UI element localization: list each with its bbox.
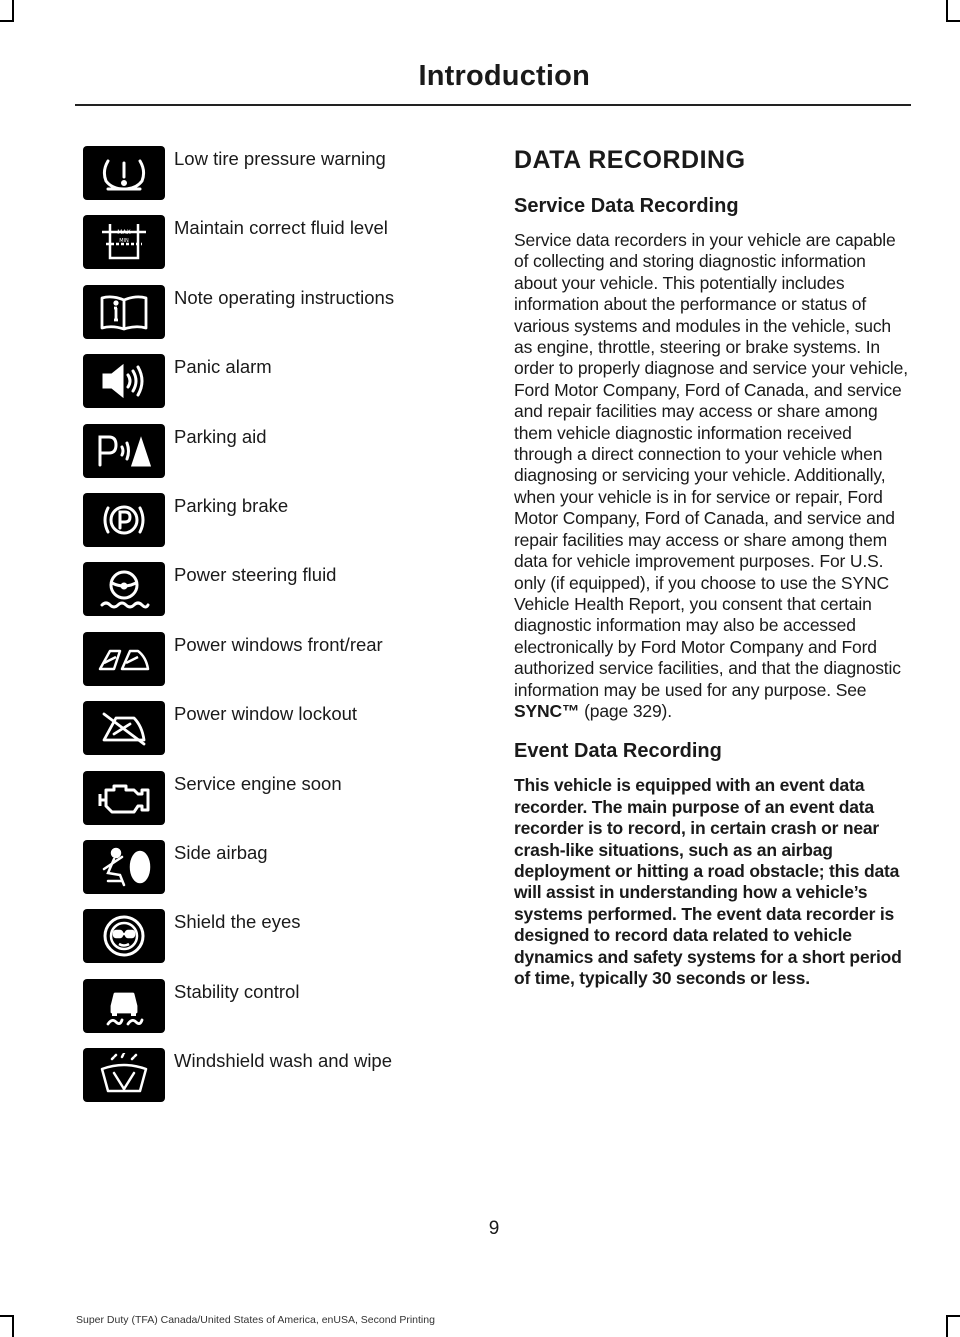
symbol-list — [83, 146, 443, 1117]
event-data-paragraph: This vehicle is equipped with an event data recorder. The main purpose of an event data recorder is to record, in certain crash or near crash-like situations, such as an airbag deployment or hitting a road obstacle; this data will assist in understanding how a vehicle’s systems performed. The event data recorder is designed to record data related to vehicle dynamics and safety systems for a short period of time, typically 30 seconds or less. — [514, 775, 902, 988]
symbol-label: Side airbag — [174, 841, 268, 863]
symbol-label: Low tire pressure warning — [174, 148, 386, 169]
symbol-label: Shield the eyes — [174, 911, 301, 933]
symbol-row — [83, 146, 443, 215]
speaker-icon — [83, 354, 165, 408]
symbol-row — [83, 215, 443, 284]
see-suffix: (page 329). — [584, 700, 672, 721]
service-data-paragraph — [514, 230, 908, 722]
section-heading: DATA RECORDING — [514, 146, 746, 174]
stability-control-icon — [83, 979, 165, 1033]
crop-mark — [12, 0, 14, 22]
symbol-row — [83, 771, 443, 840]
symbol-row — [83, 632, 443, 701]
symbol-row — [83, 424, 443, 493]
eye-protection-icon — [83, 909, 165, 963]
footer-text: Super Duty (TFA) Canada/United States of America, enUSA, Second Printing — [76, 1314, 435, 1326]
symbol-row — [83, 979, 443, 1048]
symbol-row — [83, 493, 443, 562]
symbol-row — [83, 840, 443, 909]
symbol-row — [83, 1048, 443, 1117]
symbol-row — [83, 562, 443, 631]
event-data-heading: Event Data Recording — [514, 740, 722, 763]
crop-mark — [946, 0, 948, 22]
owner-manual-icon — [83, 285, 165, 339]
see-prefix: See — [835, 679, 867, 700]
symbol-label: Panic alarm — [174, 356, 272, 378]
crop-mark — [946, 1315, 960, 1317]
parking-brake-icon — [83, 493, 165, 547]
data-recording-section — [514, 146, 908, 989]
sync-link[interactable]: SYNC™ — [514, 700, 580, 721]
symbol-row — [83, 285, 443, 354]
page-title: Introduction — [418, 60, 590, 92]
power-window-icon — [83, 632, 165, 686]
symbol-label: Service engine soon — [174, 772, 342, 794]
symbol-label: Maintain correct fluid level — [174, 217, 388, 239]
header-rule — [75, 104, 911, 106]
fluid-max-text: MAX — [117, 229, 131, 237]
symbol-row — [83, 909, 443, 978]
symbol-row — [83, 701, 443, 770]
symbol-row — [83, 354, 443, 423]
symbol-label: Note operating instructions — [174, 286, 395, 308]
crop-mark — [946, 20, 960, 22]
crop-mark — [12, 1315, 14, 1337]
windshield-wash-icon — [83, 1048, 165, 1102]
power-steering-icon — [83, 562, 165, 616]
service-data-heading: Service Data Recording — [514, 195, 739, 217]
service-data-text: Service data recorders in your vehicle are capable of collecting and storing diagnostic information about your vehicle. This potentially includes information about the performance or status of various systems and modules in the vehicle, such as engine, throttle, steering or brake systems. In order to properly diagnose and service your vehicle, Ford Motor Company, Ford of Canada, and service and repair facilities may access or share among them vehicle diagnostic information received through a direct connection to your vehicle when diagnosing or servicing your vehicle. Additionally, when your vehicle is in for service or repair, Ford Motor Company, Ford of Canada, and service and repair facilities may access or share among them data for vehicle improvement purposes. For U.S. only (if equipped), if you choose to use the SYNC Vehicle Health Report, you consent that certain diagnostic information may also be accessed electronically by Ford Motor Company and Ford authorized service facilities, and that the diagnostic information may be used for any purpose. — [514, 230, 908, 700]
fluid-level-icon — [83, 215, 165, 269]
tire-pressure-icon — [83, 146, 165, 200]
fluid-min-text: MIN — [119, 238, 129, 245]
page-number: 9 — [488, 1218, 500, 1239]
side-airbag-icon — [83, 840, 165, 894]
symbol-label: Parking aid — [174, 425, 267, 447]
window-lockout-icon — [83, 701, 165, 755]
crop-mark — [0, 1315, 14, 1317]
symbol-label: Stability control — [174, 980, 300, 1002]
symbol-label: Power window lockout — [174, 703, 358, 725]
parking-aid-icon — [83, 424, 165, 478]
symbol-label: Parking brake — [174, 494, 289, 516]
symbol-label: Power windows front/rear — [174, 633, 383, 655]
crop-mark — [0, 20, 14, 22]
symbol-label: Power steering fluid — [174, 564, 337, 586]
symbol-label: Windshield wash and wipe — [174, 1050, 393, 1072]
engine-icon — [83, 771, 165, 825]
crop-mark — [946, 1315, 948, 1337]
